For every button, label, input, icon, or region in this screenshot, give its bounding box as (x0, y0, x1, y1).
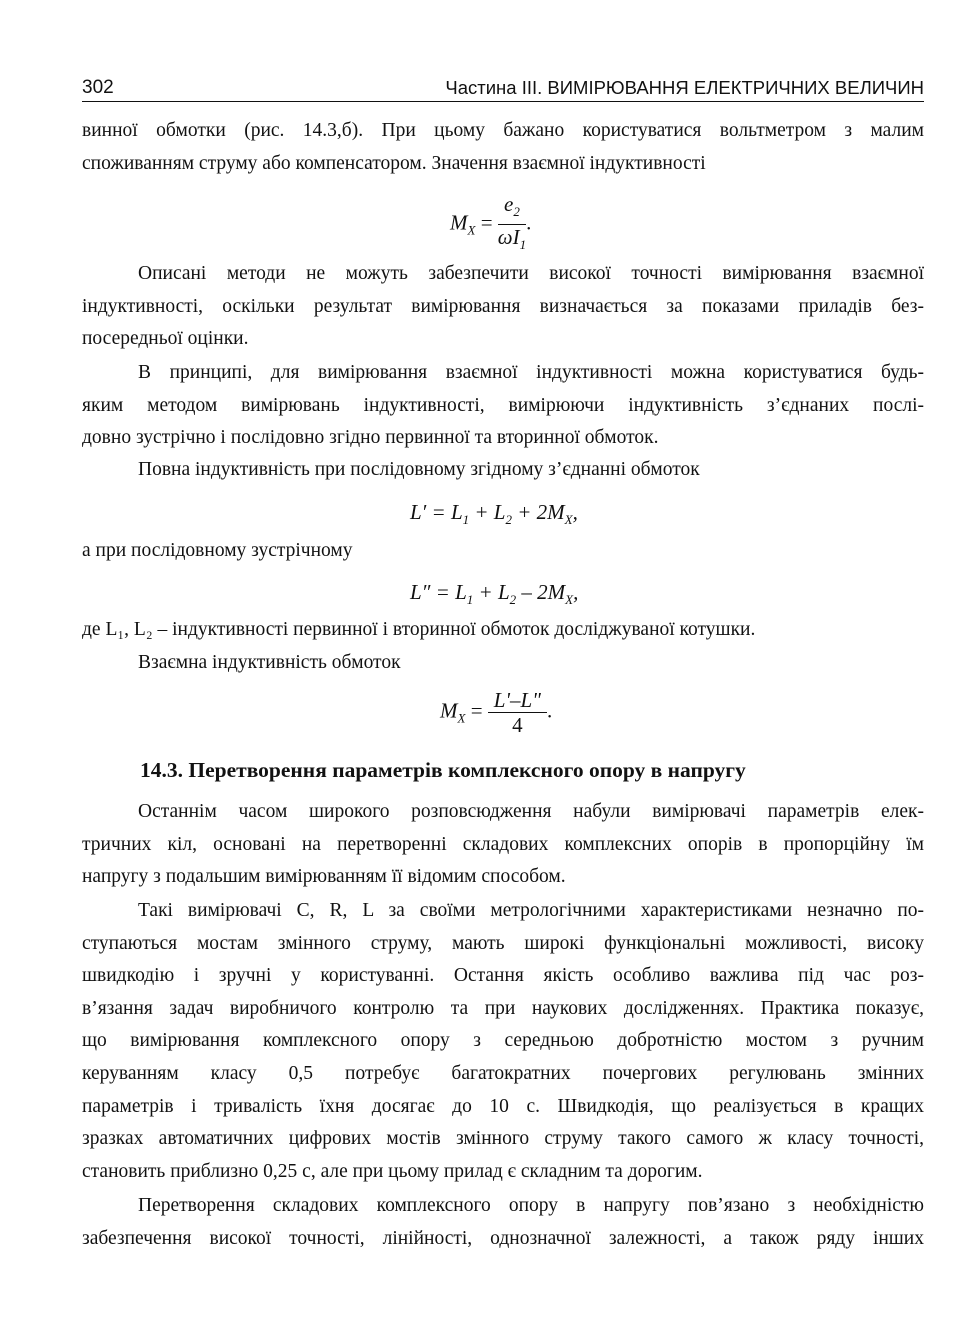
text-line: споживанням струму або компенсатором. Значення взаємної індуктивності (82, 152, 706, 174)
section-heading: 14.3. Перетворення параметрів комплексного опору в напругу (140, 758, 746, 782)
text-line: де L₁, L₂ – індуктивності первинної і вторинної обмоток досліджуваної котушки. (82, 619, 756, 640)
text-line: Взаємна індуктивність обмоток (138, 652, 401, 673)
formula-part: + L (473, 580, 510, 604)
numerator-sub: 2 (513, 204, 520, 220)
paragraph-3 (82, 357, 924, 455)
formula-fraction (488, 688, 547, 737)
formula-sub: X (565, 592, 574, 608)
text-line: яким методом вимірювань індуктивності, вимірюючи індуктивність з’єднаних послі- (82, 394, 924, 416)
paragraph-1 (82, 115, 924, 180)
formula-lhs-sub: X (467, 222, 476, 238)
formula-lhs: M (440, 698, 458, 723)
fraction-denominator: 4 (512, 713, 523, 737)
formula-part: + 2M (511, 500, 565, 524)
text-line: Повна індуктивність при послідовному згідному з’єднанні обмоток (138, 459, 700, 480)
text-line: швидкодію і зручні у користуванні. Остання якість особливо важлива під час роз- (82, 965, 924, 987)
text-line: зразках автоматичних цифрових мостів змінного струму такого самого ж класу точності, (82, 1128, 924, 1150)
text-line: керуванням класу 0,5 потребує багатократних почергових регулювань змінних (82, 1062, 924, 1084)
formula-mutual-inductance-1 (450, 192, 531, 257)
formula-equals: = (470, 698, 483, 723)
text-line: тричних кіл, основані на перетворенні складових комплексних опорів в пропорційну їм (82, 833, 924, 855)
text-line: Такі вимірювачі C, R, L за своїми метрологічними характеристиками незначно по- (138, 900, 924, 921)
page-number: 302 (82, 77, 114, 98)
formula-equals: = (480, 210, 493, 235)
text-line: параметрів і тривалість їхня досягає до 10 с. Швидкодія, що реалізується в кращих (82, 1095, 924, 1117)
formula-series-opposing (410, 580, 578, 608)
page-header (82, 77, 924, 102)
formula-mutual-inductance-2 (440, 688, 552, 737)
fraction-denominator: ωI (497, 225, 520, 250)
formula-part: L″ = L (410, 580, 467, 604)
text-line: індуктивності, оскільки результат вимірювання визначається за показами приладів без- (82, 295, 924, 317)
denominator-sub: 1 (519, 237, 527, 253)
text-line: забезпечення високої точності, лінійності, однозначної залежності, а також ряду інших (82, 1227, 924, 1249)
text-line: Описані методи не можуть забезпечити високої точності вимірювання взаємної (138, 263, 924, 284)
formula-lhs-sub: X (457, 710, 466, 726)
paragraph-10 (82, 1190, 924, 1255)
paragraph-5 (82, 535, 924, 568)
formula-sub: X (564, 512, 573, 528)
text-line: ступаються мостам змінного струму, мають широкі функціональні можливості, високу (82, 932, 924, 954)
text-line: напругу з подальшим вимірюванням її відомим способом. (82, 866, 566, 888)
text-line: посередньої оцінки. (82, 328, 249, 350)
formula-tail: , (572, 500, 578, 524)
text-line: становить приблизно 0,25 с, але при цьому прилад є складним та дорогим. (82, 1160, 703, 1182)
formula-fraction (498, 192, 526, 257)
formula-tail: , (573, 580, 579, 604)
text-line: а при послідовному зустрічному (82, 540, 353, 561)
text-line: що вимірювання комплексного опору з середньою добротністю мостом з ручним (82, 1030, 924, 1052)
formula-part: + L (469, 500, 506, 524)
formula-tail: . (546, 698, 553, 723)
formula-part: – 2M (516, 580, 566, 604)
paragraph-2 (82, 258, 924, 356)
formula-part: L′ = L (410, 500, 463, 524)
paragraph-4 (82, 454, 924, 487)
text-line: Перетворення складових комплексного опору в напругу пов’язано з необхідністю (138, 1195, 924, 1216)
paragraph-6 (82, 614, 924, 647)
fraction-numerator: L'–L" (488, 688, 547, 713)
text-line: В принципі, для вимірювання взаємної індуктивності можна користуватися будь- (138, 362, 924, 383)
formula-series-aiding (410, 500, 578, 528)
formula-tail: . (526, 210, 532, 235)
fraction-numerator: e (504, 192, 514, 216)
text-line: довно зустрічно і послідовно згідно первинної та вторинної обмоток. (82, 427, 659, 449)
formula-lhs: M (450, 210, 468, 235)
running-title: Частина III. ВИМІРЮВАННЯ ЕЛЕКТРИЧНИХ ВЕЛИЧИН (445, 77, 924, 98)
text-line: в’язання задач виробничого контролю та при наукових дослідженнях. Практика показує, (82, 997, 924, 1019)
text-line: винної обмотки (рис. 14.3,б). При цьому бажано користуватися вольтметром з малим (82, 120, 924, 141)
formula-sub: 1 (466, 592, 474, 608)
paragraph-9 (82, 895, 924, 1188)
paragraph-7 (82, 647, 924, 680)
formula-sub: 2 (505, 512, 512, 528)
text-line: Останнім часом широкого розповсюдження набули вимірювачі параметрів елек- (138, 801, 924, 822)
paragraph-8 (82, 796, 924, 894)
formula-sub: 1 (462, 512, 470, 528)
formula-sub: 2 (509, 592, 517, 608)
